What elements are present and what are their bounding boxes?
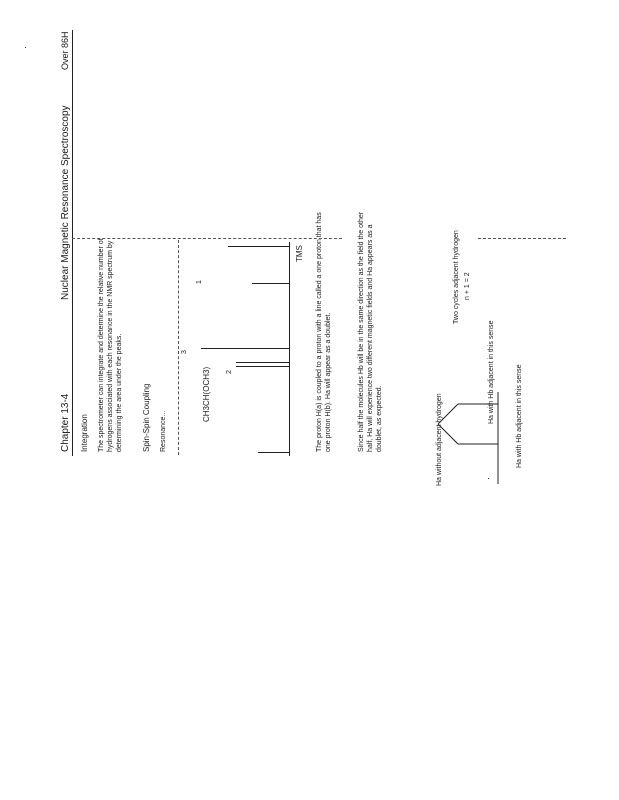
page-title: Nuclear Magnetic Resonance Spectroscopy	[60, 105, 71, 300]
tree-side-label-2: n + 1 = 2	[464, 272, 471, 300]
section-divider	[72, 238, 342, 239]
spectrum-box-edge	[178, 240, 179, 455]
tree-branch-lower	[438, 424, 458, 444]
chapter-label: Chapter 13-4	[60, 393, 71, 452]
tree-mark	[488, 478, 489, 479]
peak-label-2: 2	[226, 370, 233, 374]
tree-mid-label: Ha with Hb adjacent in this sense	[488, 320, 495, 424]
coupling-text-1: The proton H(a) is coupled to a proton with a line called a one proton that has	[316, 212, 323, 452]
tree-bottom-label: Ha with Hb adjacent in this sense	[516, 364, 523, 468]
peak-label-3: 3	[181, 350, 188, 354]
spectrum-peak	[236, 362, 289, 363]
overhead-number: Over 86H	[60, 31, 70, 70]
spectrum-peak	[236, 366, 289, 367]
tree-branch-upper	[438, 404, 458, 424]
peak-label-1: 1	[196, 280, 203, 284]
splitting-tree	[438, 384, 518, 509]
integration-text-2: hydrogens associated with each resonance in the NMR spectrum by	[107, 240, 114, 452]
coupling-text-5: doublet, as expected.	[376, 385, 383, 452]
coupling-text-4: half, Ha will experience two different magnetic fields and Ha appears as a	[367, 224, 374, 452]
compound-label: CH3CH(OCH3)	[202, 366, 211, 422]
spectrum-peak	[228, 246, 289, 247]
coupling-text-3: Since half the molecules Hb will be in the same direction as the field the other	[358, 211, 365, 452]
tree-side-label-1: Two cycles adjacent hydrogen	[453, 230, 460, 324]
spin-spin-heading: Spin-Spin Coupling	[142, 383, 151, 452]
spectrum-peak	[201, 348, 289, 349]
integration-heading: Integration	[80, 414, 89, 452]
integration-text-1: The spectrometer can integrate and determine the relative number of	[98, 238, 105, 452]
coupling-text-2: one proton H(b). Ha will appear as a doublet.	[325, 312, 332, 452]
tree-top-label: Ha without adjacent hydrogen	[436, 393, 443, 486]
resonance-label: Resonance...	[160, 410, 167, 452]
section-divider-right	[478, 238, 566, 239]
spectrum-peak	[252, 283, 289, 284]
spectrum-peak	[258, 452, 289, 453]
tms-label: TMS	[295, 245, 304, 262]
integration-text-3: determining the area under the peaks.	[116, 333, 123, 452]
scan-speck	[25, 47, 26, 48]
spectrum-baseline	[289, 242, 290, 456]
header-rule	[72, 30, 73, 456]
